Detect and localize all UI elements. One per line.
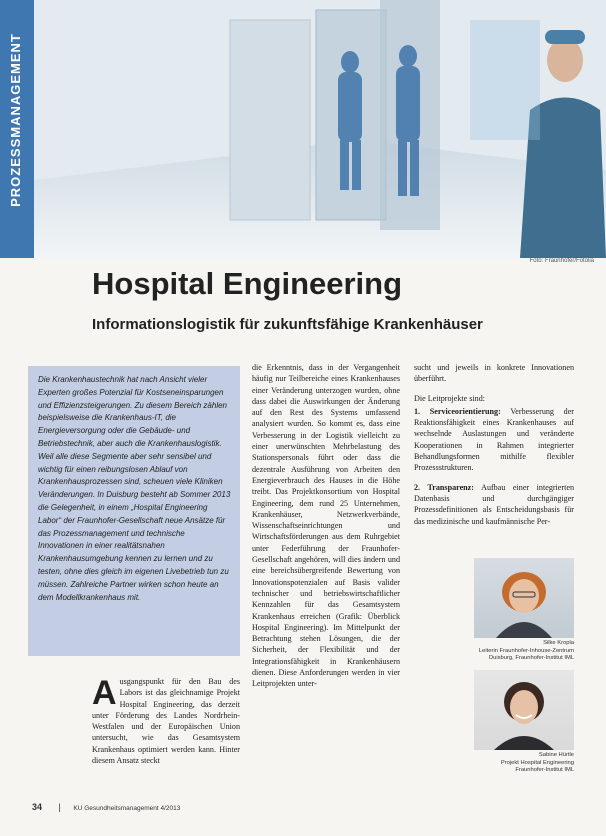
photo-credit: Foto: Fraunhofer/Fotolia: [529, 258, 594, 264]
list-item-2: [414, 482, 574, 527]
portrait-photo-2: [474, 670, 574, 750]
hero-image: [0, 0, 606, 258]
portrait-caption-2: Sabine Hürtle Projekt Hospital Engineering Fraunhofer-Institut IML: [500, 752, 574, 773]
list-item-2-label: 2. Transparenz:: [414, 482, 474, 492]
article-column-1: [92, 676, 240, 806]
list-item-2-text: Aufbau einer integrierten Datenbasis und durchgängiger Prozessdefinitionen als Entscheidungsbasis für das medizinische und kaufmännische Per-: [414, 482, 574, 526]
intro-box: Die Krankenhaustechnik hat nach Ansicht vieler Experten großes Potenzial für Kostseneinsparungen und Effizienzsteigerungen. Zu diesem Bereich zählen beispielsweise die Krankenhaus-IT, die Energieversorgung oder die Gebäude- und Betriebstechnik, aber auch die Krankenhauslogistik. Weil alle diese Segmente aber sehr sensibel und wichtig für einen reibungslosen Ablauf von Krankenhausprozessen sind, scheuen viele Kliniken Veränderungen. In Duisburg besteht ab Sommer 2013 die Gelegenheit, in einem „Hospital Engineering Labor“ der Fraunhofer-Gesellschaft neue Ansätze für das Prozessmanagement und technische Innovationen in einer realitätsnahen Krankenhausumgebung kennen zu lernen und zu testen, ohne dies gleich im eigenen Livebetrieb tun zu müssen. Zahlreiche Partner wirken schon heute an dem Modellkrankenhaus mit.: [28, 366, 240, 656]
article-title: Hospital Engineering: [92, 266, 403, 301]
list-heading: Die Leitprojekte sind:: [414, 393, 486, 403]
magazine-name: KU Gesundheitsmanagement 4/2013: [73, 805, 181, 812]
page-number: 34: [32, 802, 43, 812]
column-1-text: usgangspunkt für den Bau des Labors ist das gleichnamige Projekt Hospital Engineering, das derzeit unter Förderung des Landes Nordrhein-Westfalen und der Europäischen Union untersucht, wie das Gesamtsystem Krankenhaus optimiert werden kann. Hinter diesem Ansatz steckt: [92, 677, 240, 766]
list-item-1: [414, 406, 574, 474]
portrait-caption-1: Silke Kropla Leiterin Fraunhofer-Inhouse-Zentrum Duisburg, Fraunhofer-Institut IML: [478, 640, 574, 661]
list-item-1-text: Verbesserung der Reaktionsfähigkeit eines Krankenhauses auf wechselnde Auslastungen und veränderte Kooperationen in Rahmen integrierter Behandlungsformen mithilfe flexibler Prozessstrukturen.: [414, 406, 574, 473]
column-3-intro: sucht und jeweils in konkrete Innovationen überführt.: [414, 363, 574, 384]
portrait-photo-1: [474, 558, 574, 638]
hospital-corridor-illustration: [0, 0, 606, 258]
page-footer: [32, 802, 180, 812]
section-label: PROZESSMANAGEMENT: [8, 33, 23, 207]
article-column-2: die Erkenntnis, dass in der Vergangenheit häufig nur Teilbereiche eines Krankenhauses einer Veränderung unterzogen wurden, ohne dass dabei die Auswirkungen der Änderung auf den Rest des Systems umfassend analysiert wurden. So kommt es, dass eine Verbesserung in der Logistik vielleicht zu einer unerwünschten Mehrbelastung des Stationspersonals führt oder dass die dezentrale Ausführung von Arbeiten den Energieverbrauch des Hauses in die Höhe treibt. Das Projektkonsortium von Hospital Engineering, dem rund 25 Unternehmen, Krankenhäuser, Netzwerkverbände, Wissenschaftseinrichtungen und Wirtschaftsförderungen aus dem Ruhrgebiet unter Federführung der Fraunhofer-Gesellschaft angehören, will dies ändern und eine bereichsübergreifende Bewertung von Innovationspotenzialen auf Basis valider technischer und betriebswirtschaftlicher Kennzahlen für das Gesamtsystem Krankenhaus erreichen (Grafik: Überblick Hospital Engineering). Im Mittelpunkt der Betrachtung stehen Lösungen, die der Sicherheit, der Flexibilität und der Integrationsfähigkeit in Krankenhäusern dienen. Diese Anforderungen werden in vier Leitprojekten unter-: [252, 363, 400, 689]
article-column-3: [414, 362, 574, 535]
drop-cap: A: [92, 676, 117, 712]
list-item-1-label: 1. Serviceorientierung:: [414, 406, 501, 416]
article-subtitle: Informationslogistik für zukunftsfähige Krankenhäuser: [92, 316, 483, 333]
footer-separator: |: [58, 802, 61, 812]
